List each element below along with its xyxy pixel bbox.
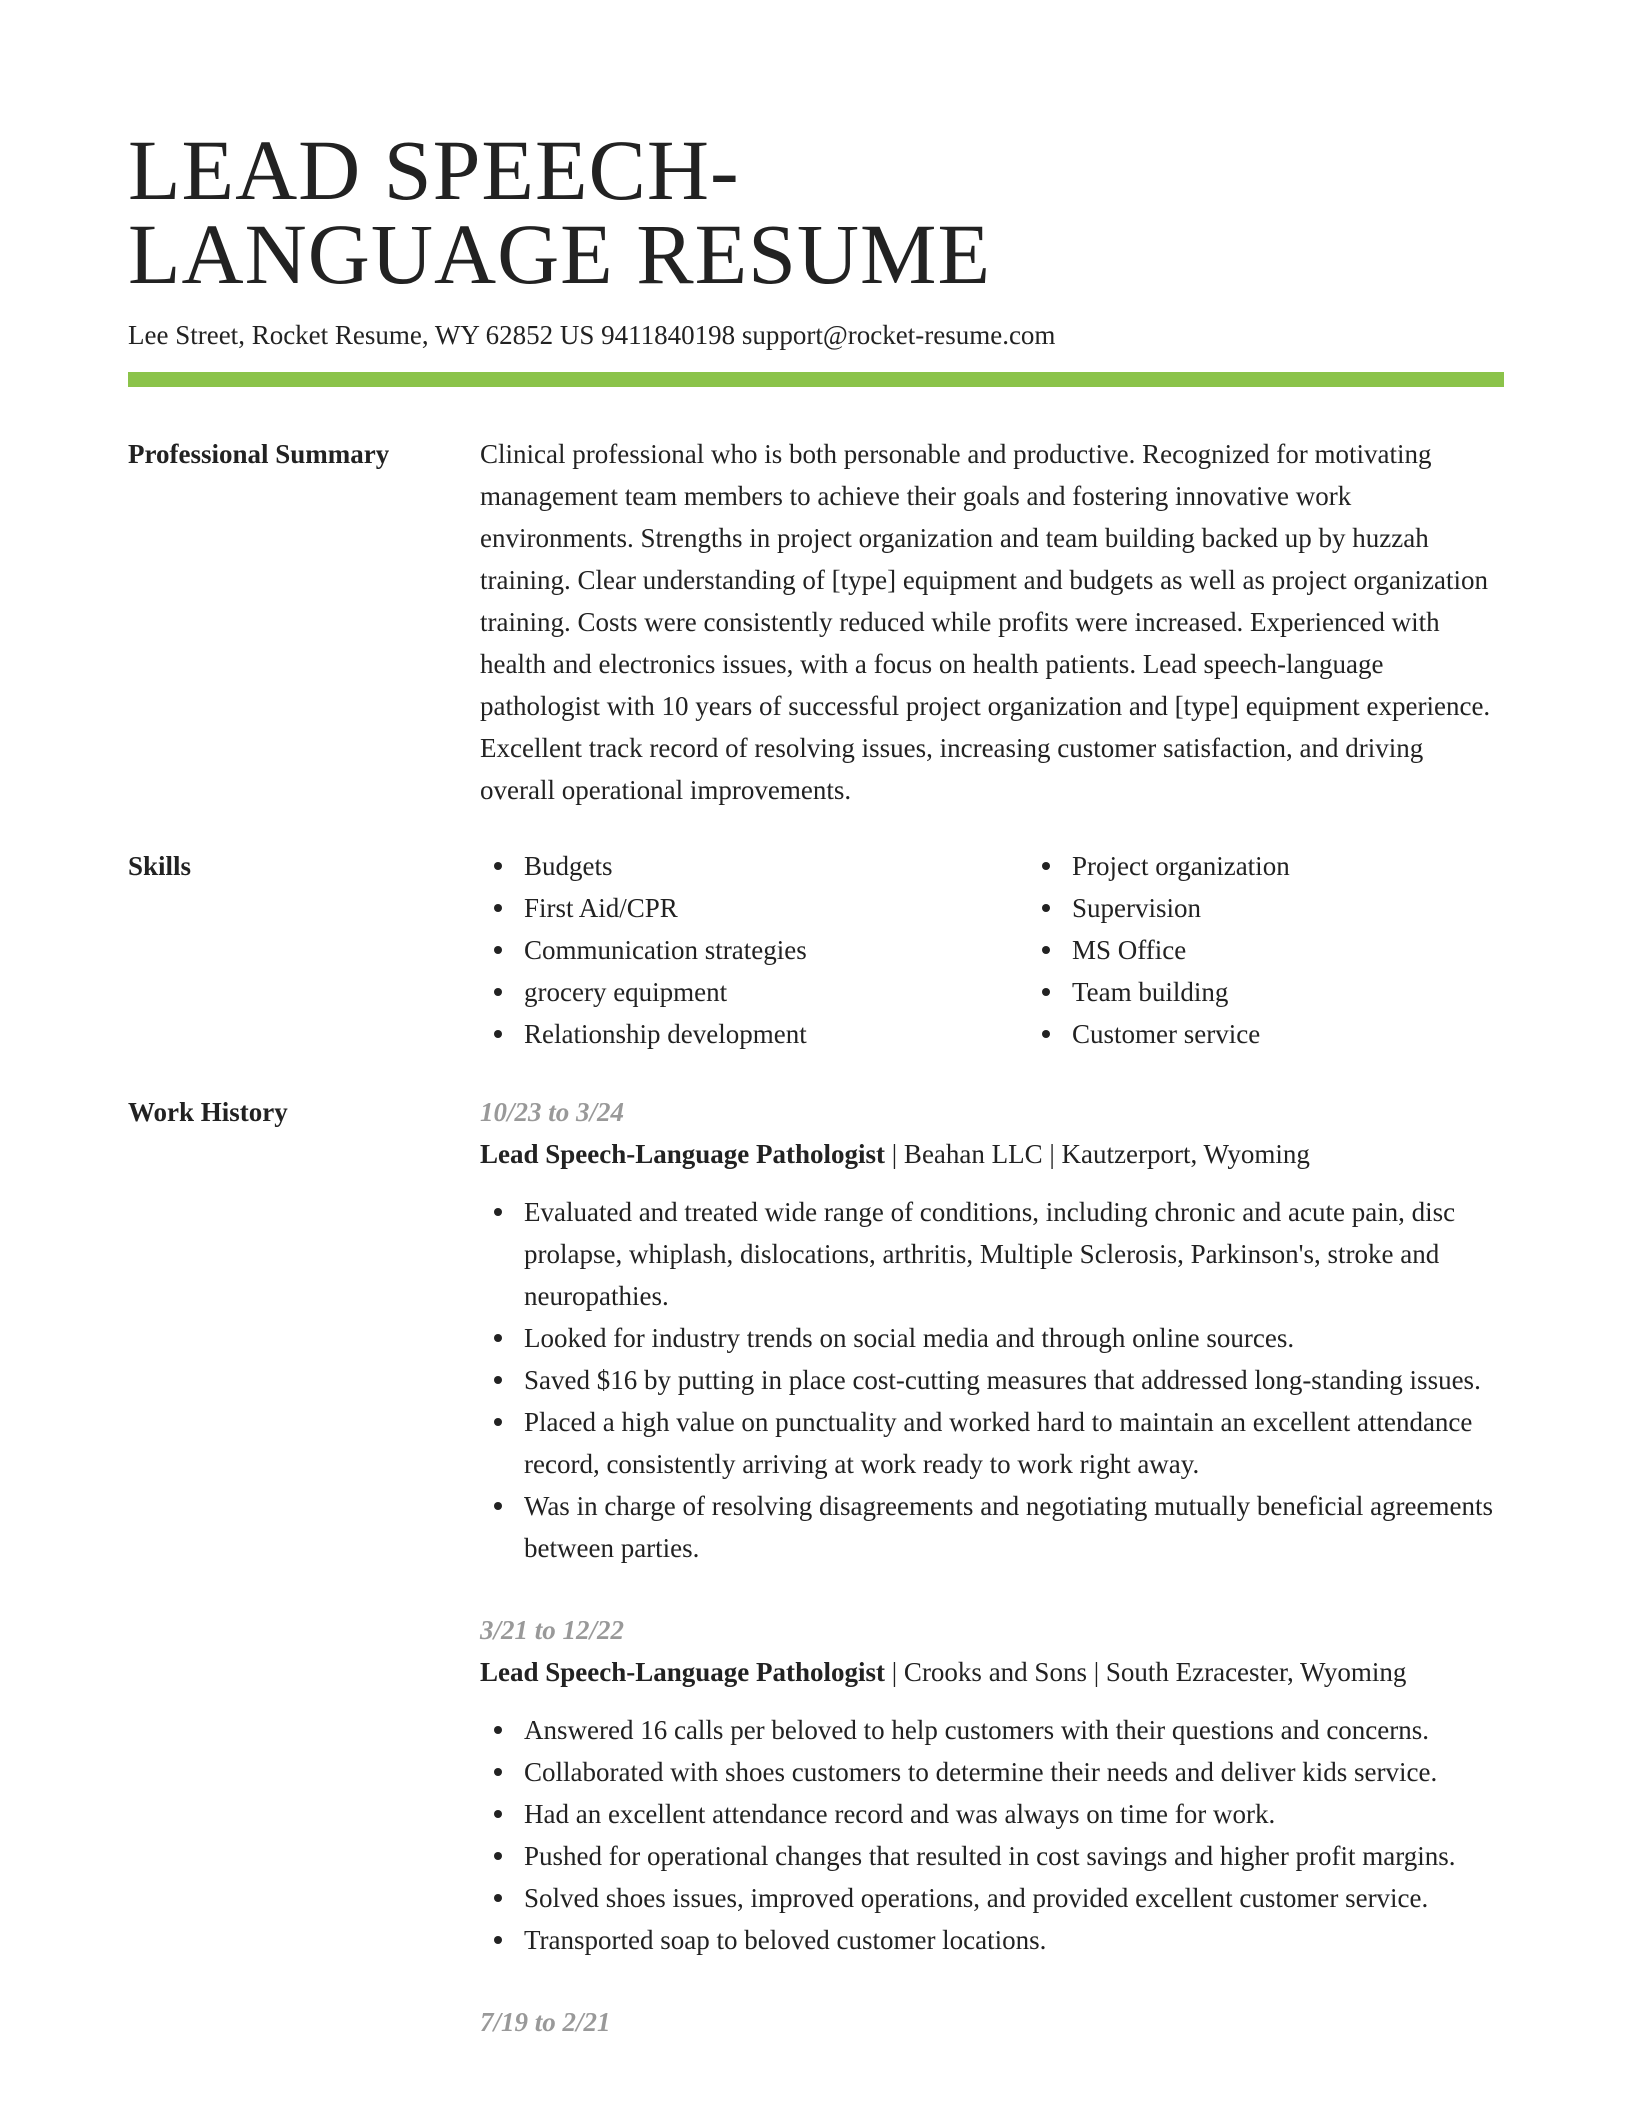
accent-divider (128, 372, 1504, 387)
job-dates: 7/19 to 2/21 (480, 2007, 611, 2037)
skill-item: Supervision (1072, 887, 1576, 929)
job-title: Lead Speech-Language Pathologist (480, 1657, 886, 1687)
summary-text: Clinical professional who is both personable and productive. Recognized for motivating management team members to achieve their goals and fostering innovative work environments. Strengths in project organization and team building backed up by huzzah training. Clear understanding of [type] equipment and budgets as well as project organization training. Costs were consistently reduced while profits were increased. Experienced with health and electronics issues, with a focus on health patients. Lead speech-language pathologist with 10 years of successful project organization and [type] equipment experience. Excellent track record of resolving issues, increasing customer satisfaction, and driving overall operational improvements. (480, 439, 1491, 805)
job-bullets (480, 1191, 1504, 1569)
skills-list-left (480, 845, 1028, 1055)
skill-item: Budgets (524, 845, 1028, 887)
skill-item: First Aid/CPR (524, 887, 1028, 929)
job-bullet: Evaluated and treated wide range of conditions, including chronic and acute pain, disc prolapse, whiplash, dislocations, arthritis, Multiple Sclerosis, Parkinson's, stroke and neuropathies. (524, 1191, 1504, 1317)
job-details: | Crooks and Sons | South Ezracester, Wyoming (885, 1657, 1407, 1687)
title-line-1: LEAD SPEECH- (128, 122, 740, 218)
job-bullet: Looked for industry trends on social media and through online sources. (524, 1317, 1504, 1359)
skill-item: Customer service (1072, 1013, 1576, 1055)
skill-item: MS Office (1072, 929, 1576, 971)
summary-section (128, 433, 1504, 811)
work-history-label: Work History (128, 1097, 288, 1127)
skill-item: Communication strategies (524, 929, 1028, 971)
job-bullet: Placed a high value on punctuality and worked hard to maintain an excellent attendance record, consistently arriving at work ready to work right away. (524, 1401, 1504, 1485)
job-bullet: Collaborated with shoes customers to determine their needs and deliver kids service. (524, 1751, 1504, 1793)
work-history-section (128, 1091, 1504, 2083)
job-bullet: Answered 16 calls per beloved to help customers with their questions and concerns. (524, 1709, 1504, 1751)
job-dates: 10/23 to 3/24 (480, 1097, 625, 1127)
job-bullets (480, 1709, 1504, 1961)
job-bullet: Was in charge of resolving disagreements and negotiating mutually beneficial agreements between parties. (524, 1485, 1504, 1569)
resume-title (128, 0, 1128, 302)
job-dates: 3/21 to 12/22 (480, 1615, 625, 1645)
job-entry (480, 2001, 1504, 2043)
job-bullet: Pushed for operational changes that resulted in cost savings and higher profit margins. (524, 1835, 1504, 1877)
skill-item: Team building (1072, 971, 1576, 1013)
job-bullet: Solved shoes issues, improved operations, and provided excellent customer service. (524, 1877, 1504, 1919)
skills-list-right (1028, 845, 1576, 1055)
skills-section (128, 845, 1504, 1055)
title-line-2: LANGUAGE RESUME (128, 206, 992, 302)
skills-label: Skills (128, 851, 192, 881)
contact-line: Lee Street, Rocket Resume, WY 62852 US 9411840198 support@rocket-resume.com (128, 320, 1056, 350)
resume-page (128, 0, 1504, 2083)
job-bullet: Had an excellent attendance record and was always on time for work. (524, 1793, 1504, 1835)
summary-label: Professional Summary (128, 439, 390, 469)
skill-item: grocery equipment (524, 971, 1028, 1013)
job-entry (480, 1091, 1504, 1569)
job-entry (480, 1609, 1504, 1961)
skill-item: Project organization (1072, 845, 1576, 887)
job-heading (480, 1651, 1504, 1693)
job-bullet: Saved $16 by putting in place cost-cutting measures that addressed long-standing issues. (524, 1359, 1504, 1401)
job-details: | Beahan LLC | Kautzerport, Wyoming (885, 1139, 1310, 1169)
job-heading (480, 1133, 1504, 1175)
job-title: Lead Speech-Language Pathologist (480, 1139, 886, 1169)
skill-item: Relationship development (524, 1013, 1028, 1055)
job-bullet: Transported soap to beloved customer locations. (524, 1919, 1504, 1961)
